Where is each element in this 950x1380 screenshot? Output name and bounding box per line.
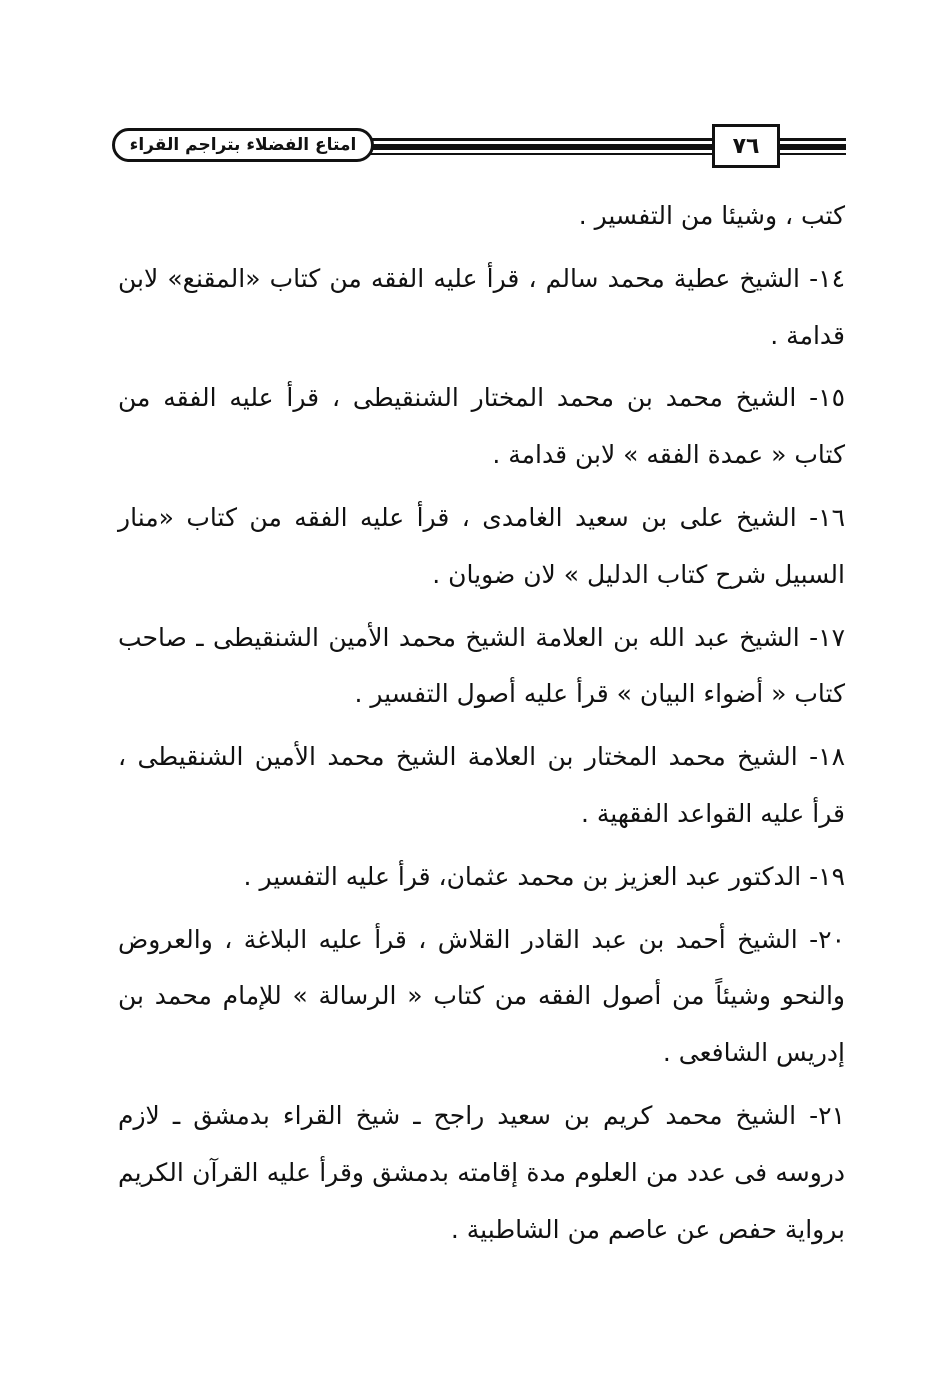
paragraph: ١٤- الشيخ عطية محمد سالم ، قرأ عليه الفقه من كتاب «المقنع» لابن قدامة . <box>118 263 845 350</box>
paragraph: ١٨- الشيخ محمد المختار بن العلامة الشيخ محمد الأمين الشنقيطى ، قرأ عليه القواعد الفقهية . <box>118 742 845 828</box>
page-number: ٧٦ <box>712 124 780 168</box>
book-title: امتاع الفضلاء بتراجم القراء <box>112 128 374 162</box>
paragraph: ١٥- الشيخ محمد بن محمد المختار الشنقيطى ، قرأ عليه الفقه من كتاب « عمدة الفقه » لابن قدامة . <box>118 383 845 470</box>
paragraph: كتب ، وشيئا من التفسير . <box>578 201 845 230</box>
paragraph: ١٦- الشيخ على بن سعيد الغامدى ، قرأ عليه الفقه من كتاب «منار السبيل شرح كتاب الدليل » لان ضويان . <box>118 502 845 589</box>
paragraph: ٢٠- الشيخ أحمد بن عبد القادر القلاش ، قرأ عليه البلاغة ، والعروض والنحو وشيئاً من أصول الفقه من كتاب « الرسالة » للإمام محمد بن إدريس الشافعى . <box>118 924 845 1068</box>
page-header <box>112 124 846 168</box>
paragraph: ٢١- الشيخ محمد كريم بن سعيد راجح ـ شيخ القراء بدمشق ـ لازم دروسه فى عدد من العلوم مدة إقامته بدمشق وقرأ عليه القرآن الكريم برواية حفص عن عاصم من الشاطبية . <box>118 1100 845 1244</box>
paragraph: ١٩- الدكتور عبد العزيز بن محمد عثمان، قرأ عليه التفسير . <box>243 861 845 891</box>
paragraph: ١٧- الشيخ عبد الله بن العلامة الشيخ محمد الأمين الشنقيطى ـ صاحب كتاب « أضواء البيان » قرأ عليه أصول التفسير . <box>118 622 845 709</box>
page-body <box>118 188 845 1258</box>
